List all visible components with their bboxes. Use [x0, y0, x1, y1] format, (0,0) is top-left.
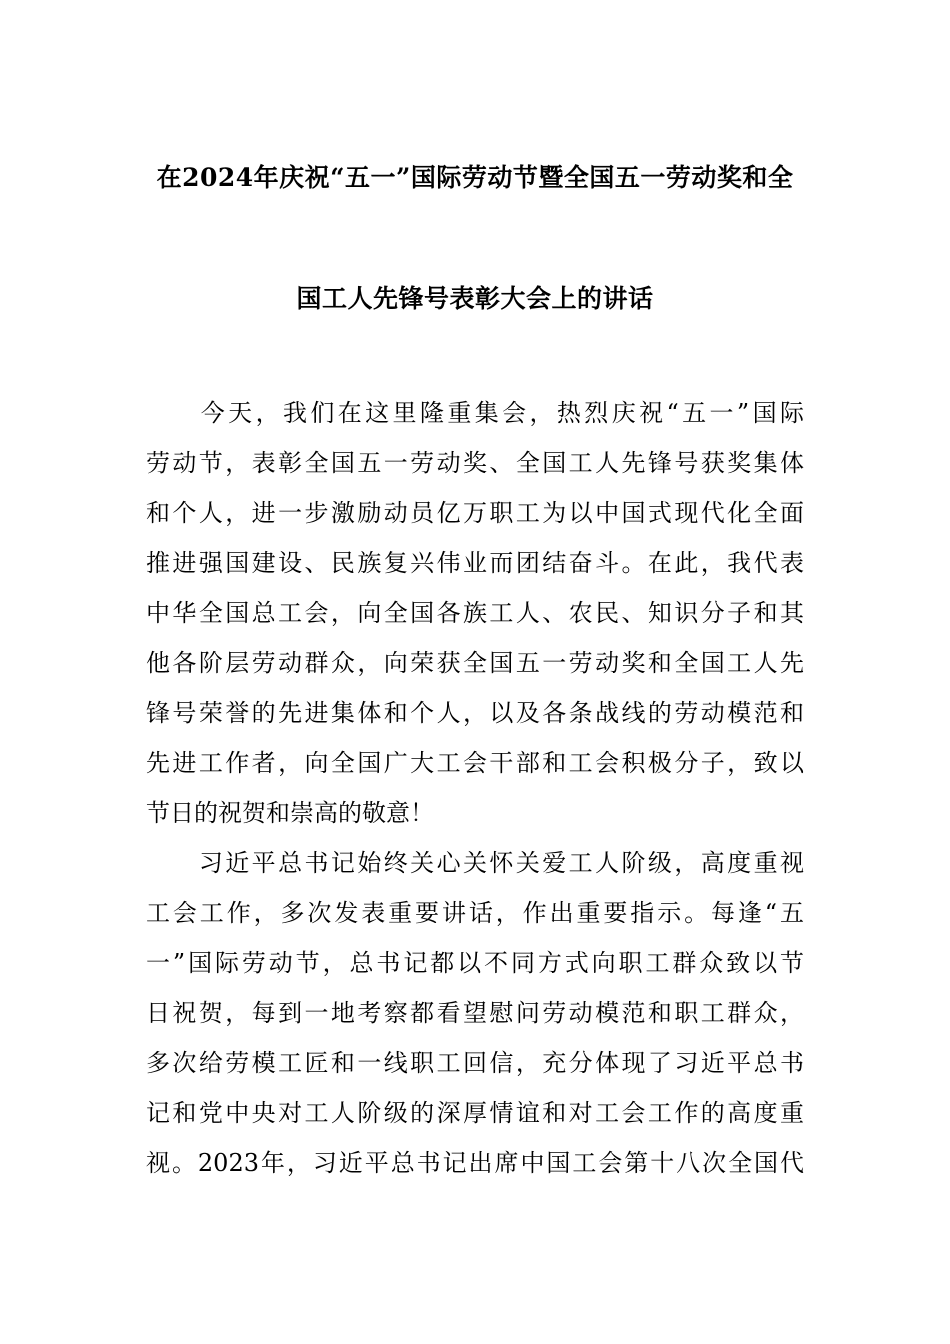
paragraph-1-line-5: 中华全国总工会，向全国各族工人、农民、知识分子和其: [146, 599, 804, 627]
paragraph-1-line-1: 今天，我们在这里隆重集会，热烈庆祝“五一”国际: [146, 399, 804, 427]
paragraph-1-line-9: 节日的祝贺和崇高的敬意！: [146, 799, 434, 827]
paragraph-2-line-6: 记和党中央对工人阶级的深厚情谊和对工会工作的高度重: [146, 1099, 804, 1127]
document-title-line-2: 国工人先锋号表彰大会上的讲话: [296, 284, 654, 313]
paragraph-1-line-6: 他各阶层劳动群众，向荣获全国五一劳动奖和全国工人先: [146, 649, 804, 677]
paragraph-2-line-3: 一”国际劳动节，总书记都以不同方式向职工群众致以节: [146, 949, 804, 977]
paragraph-1-line-2: 劳动节，表彰全国五一劳动奖、全国工人先锋号获奖集体: [146, 449, 804, 477]
paragraph-2-line-1: 习近平总书记始终关心关怀关爱工人阶级，高度重视: [146, 849, 804, 877]
paragraph-2-line-7: 视。2023年，习近平总书记出席中国工会第十八次全国代: [146, 1149, 804, 1177]
paragraph-1-line-3: 和个人，进一步激励动员亿万职工为以中国式现代化全面: [146, 499, 804, 527]
document-title-line-1: 在2024年庆祝“五一”国际劳动节暨全国五一劳动奖和全: [156, 163, 794, 192]
paragraph-2-line-4: 日祝贺，每到一地考察都看望慰问劳动模范和职工群众，: [146, 999, 804, 1027]
paragraph-2-line-2: 工会工作，多次发表重要讲话，作出重要指示。每逢“五: [146, 899, 804, 927]
paragraph-1-line-8: 先进工作者，向全国广大工会干部和工会积极分子，致以: [146, 749, 804, 777]
paragraph-1-line-7: 锋号荣誉的先进集体和个人，以及各条战线的劳动模范和: [146, 699, 804, 727]
paragraph-2-line-5: 多次给劳模工匠和一线职工回信，充分体现了习近平总书: [146, 1049, 804, 1077]
paragraph-1-line-4: 推进强国建设、民族复兴伟业而团结奋斗。在此，我代表: [146, 549, 804, 577]
